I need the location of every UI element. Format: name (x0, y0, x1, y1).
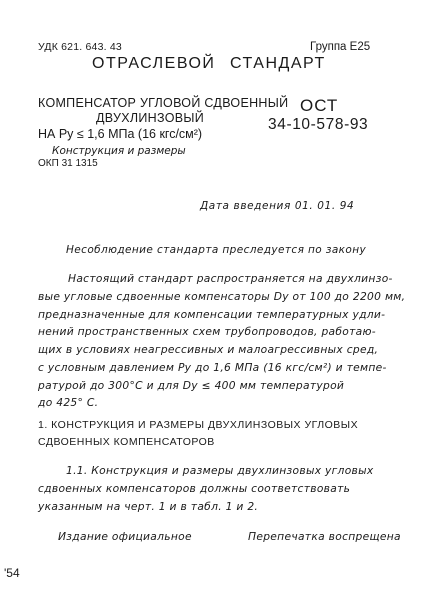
page-number: '54 (4, 566, 20, 580)
standard-label: СТАНДАРТ (230, 55, 326, 72)
clause-line: 1.1. Конструкция и размеры двухлинзовых угловых (66, 464, 374, 477)
paragraph-line: с условным давлением Ру до 1,6 МПа (16 кгс/см²) и темпе- (38, 361, 387, 374)
paragraph-line: нений пространственных схем трубопроводов, работаю- (38, 325, 376, 338)
clause-line: указанным на черт. 1 и в табл. 1 и 2. (38, 500, 259, 513)
official-edition-note: Издание официальное (58, 530, 192, 543)
paragraph-line: до 425° С. (38, 396, 99, 409)
title-line-2: ДВУХЛИНЗОВЫЙ (96, 111, 205, 125)
paragraph-line: щих в условиях неагрессивных и малоагрессивных сред, (38, 343, 379, 356)
intro-date: Дата введения 01. 01. 94 (200, 200, 355, 212)
okp-code: ОКП 31 1315 (38, 158, 98, 169)
section-heading: 1. КОНСТРУКЦИЯ И РАЗМЕРЫ ДВУХЛИНЗОВЫХ УГЛОВЫХ (38, 419, 359, 431)
ost-label: ОСТ (300, 96, 339, 115)
udk-code: УДК 621. 643. 43 (38, 41, 122, 53)
law-notice: Несоблюдение стандарта преследуется по закону (66, 244, 367, 256)
clause-line: сдвоенных компенсаторов должны соответствовать (38, 482, 351, 495)
paragraph-line: Настоящий стандарт распространяется на двухлинзо- (68, 272, 393, 285)
title-line-3: НА Ру ≤ 1,6 МПа (16 кгс/см²) (38, 127, 203, 141)
industry-standard-label: ОТРАСЛЕВОЙ (92, 55, 216, 72)
paragraph-line: ратурой до 300°С и для Dy ≤ 400 мм температурой (38, 379, 345, 392)
paragraph-line: вые угловые сдвоенные компенсаторы Dy от 100 до 2200 мм, (38, 290, 406, 303)
group-code: Группа Е25 (310, 41, 371, 53)
ost-number: 34-10-578-93 (268, 116, 369, 133)
reprint-prohibited-note: Перепечатка воспрещена (248, 530, 401, 543)
paragraph-line: предназначенные для компенсации температурных удли- (38, 308, 386, 321)
section-heading-continued: СДВОЕННЫХ КОМПЕНСАТОРОВ (38, 436, 215, 448)
title-line-1: КОМПЕНСАТОР УГЛОВОЙ СДВОЕННЫЙ (38, 96, 289, 110)
title-subtitle: Конструкция и размеры (52, 145, 186, 157)
